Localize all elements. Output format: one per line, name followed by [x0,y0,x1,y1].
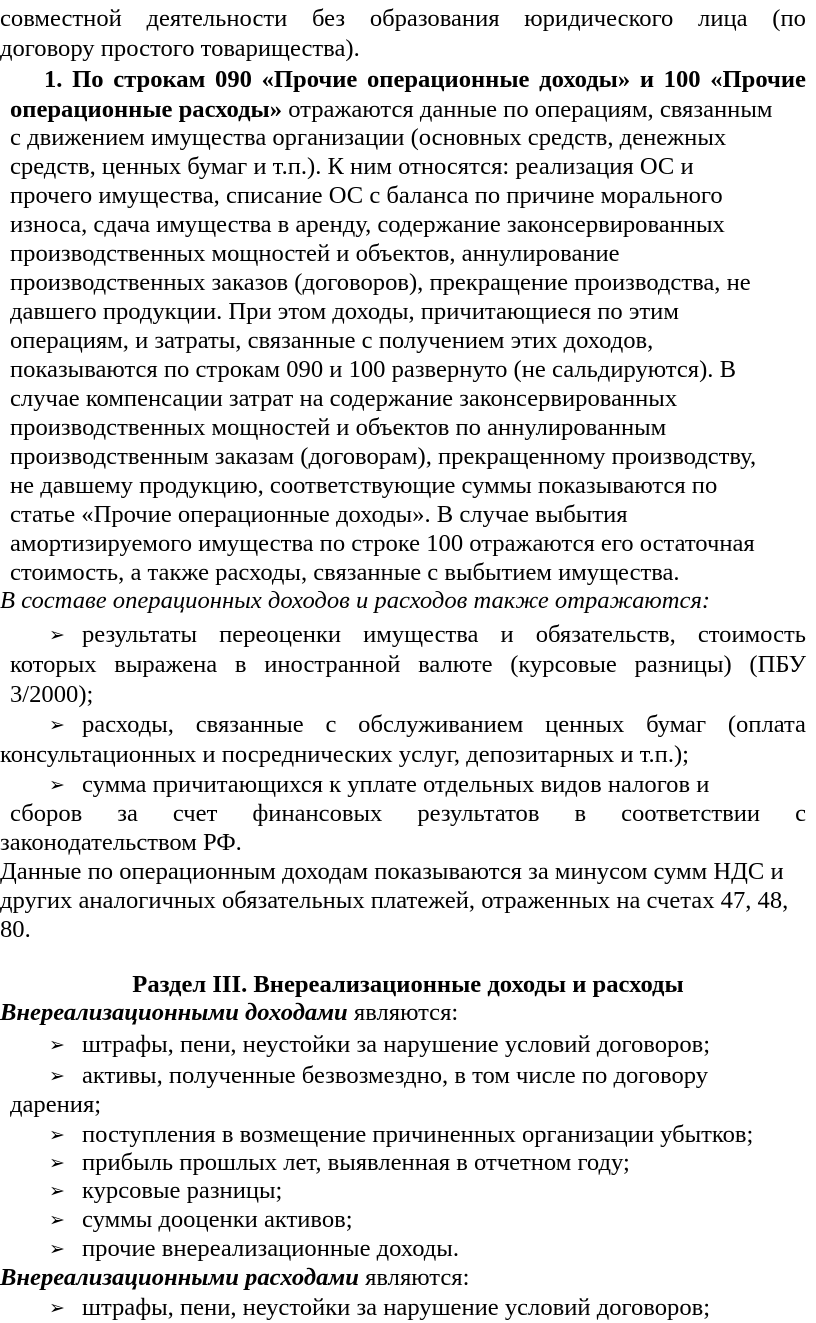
list-item [82,710,806,740]
word: (по [772,5,806,32]
word: юридического [524,5,674,32]
text-line: производственных мощностей и объектов по аннулированным [10,414,667,441]
word: «Прочие [261,66,358,93]
word: (ПБУ [749,651,806,678]
paragraph-heading [44,65,806,95]
arrow-bullet-icon: ➢ [49,1209,65,1231]
term-heading: Внереализационными расходами [0,1264,359,1291]
word: переоценки [219,621,342,648]
text-line: производственных заказов (договоров), прекращение производства, не [10,269,751,296]
text-line: производственным заказам (договорам), прекращенному производству, [10,443,757,470]
list-item: сумма причитающихся к уплате отдельных видов налогов и [82,771,710,798]
text-line: статье «Прочие операционные доходы». В случае выбытия [10,501,628,528]
arrow-bullet-icon: ➢ [49,1124,65,1146]
word: лица [698,5,748,32]
text-run: являются: [358,1264,470,1291]
word: По [72,66,104,93]
word: строкам [113,66,206,93]
arrow-bullet-icon: ➢ [49,714,65,736]
text-line [10,650,806,680]
arrow-bullet-icon: ➢ [49,1238,65,1260]
text-line: не давшему продукцию, соответствующие суммы показываются по [10,472,718,499]
word: финансовых [252,800,383,827]
arrow-bullet-icon: ➢ [49,1034,65,1056]
word: доходы» [539,66,631,93]
text-line: производственных мощностей и объектов, аннулирование [10,240,620,267]
word: связанные [195,711,304,738]
word: результаты [82,621,198,648]
list-item: суммы дооценки активов; [82,1206,353,1233]
word: «Прочие [710,66,806,93]
text-line: стоимость, а также расходы, связанные с выбытием имущества. [10,559,680,586]
word: валюте [418,651,493,678]
arrow-bullet-icon: ➢ [49,1065,65,1087]
word: ценных [545,711,625,738]
text-line: дарения; [10,1091,102,1118]
list-item: штрафы, пени, неустойки за нарушение условий договоров; [82,1294,711,1321]
text-line: износа, сдача имущества в аренду, содержание законсервированных [10,211,725,238]
word: с [325,711,337,738]
word: (оплата [727,711,806,738]
word: (курсовые [510,651,617,678]
text-line [10,95,772,125]
word: которых [10,651,97,678]
text-line [0,4,806,34]
text-line: Данные по операционным доходам показываются за минусом сумм НДС и [0,858,784,885]
word: 1. [44,66,63,93]
list-item: прибыль прошлых лет, выявленная в отчетном году; [82,1149,630,1176]
text-line: с движением имущества организации (основных средств, денежных [10,124,727,151]
word: и [500,621,514,648]
word: бумаг [646,711,707,738]
text-line [10,799,806,829]
text-run: отражаются данные по операциям, связанным [282,96,773,123]
word: разницы) [634,651,732,678]
arrow-bullet-icon: ➢ [49,1180,65,1202]
word: в [234,651,247,678]
word: совместной [0,5,122,32]
word: счет [172,800,218,827]
list-item: активы, полученные безвозмездно, в том числе по договору [82,1062,709,1089]
word: сборов [10,800,83,827]
word: 090 [215,66,252,93]
word: с [795,800,806,827]
text-line: консультационных и посреднических услуг, депозитарных и т.п.); [0,741,690,768]
text-line: 3/2000); [10,681,94,708]
text-line: средств, ценных бумаг и т.п.). К ним относятся: реализация ОС и [10,153,694,180]
text-line: давшего продукции. При этом доходы, причитающиеся по этим [10,298,679,325]
list-item: поступления в возмещение причиненных организации убытков; [82,1121,754,1148]
word: за [117,800,138,827]
word: обязательств, [535,621,676,648]
word: образования [369,5,500,32]
word: и [639,66,654,93]
text-line: 80. [0,916,31,943]
word: выражена [114,651,218,678]
arrow-bullet-icon: ➢ [49,1152,65,1174]
paragraph-heading-cont: операционные расходы» [10,96,283,123]
arrow-bullet-icon: ➢ [49,1297,65,1319]
word: имущества [363,621,479,648]
list-item: курсовые разницы; [82,1177,283,1204]
word: деятельности [146,5,288,32]
arrow-bullet-icon: ➢ [49,774,65,796]
text-run: являются: [347,999,459,1026]
arrow-bullet-icon: ➢ [49,624,65,646]
text-line: случае компенсации затрат на содержание законсервированных [10,385,678,412]
text-line: законодательством РФ. [0,829,242,856]
text-line [0,998,458,1028]
word: иностранной [264,651,401,678]
text-line: прочего имущества, списание ОС с баланса по причине морального [10,182,723,209]
italic-intro: В составе операционных доходов и расходов также отражаются: [0,587,711,614]
list-item: штрафы, пени, неустойки за нарушение условий договоров; [82,1031,711,1058]
word: расходы, [82,711,174,738]
text-line: договору простого товарищества). [0,35,360,62]
section-title: Раздел III. Внереализационные доходы и расходы [132,971,684,998]
text-line: амортизируемого имущества по строке 100 отражаются его остаточная [10,530,755,557]
list-item: прочие внереализационные доходы. [82,1235,459,1262]
word: в [574,800,587,827]
word: стоимость [697,621,806,648]
word: обслуживанием [358,711,524,738]
word: 100 [663,66,701,93]
word: соответствии [621,800,761,827]
word: результатов [417,800,540,827]
term-heading: Внереализационными доходами [0,999,348,1026]
text-line: показываются по строкам 090 и 100 развернуто (не сальдируются). В [10,356,736,383]
list-item [82,620,806,650]
text-line [0,1263,469,1293]
text-line: операциям, и затраты, связанные с получением этих доходов, [10,327,654,354]
word: без [311,5,346,32]
text-line: других аналогичных обязательных платежей, отраженных на счетах 47, 48, [0,887,789,914]
word: операционные [367,66,530,93]
